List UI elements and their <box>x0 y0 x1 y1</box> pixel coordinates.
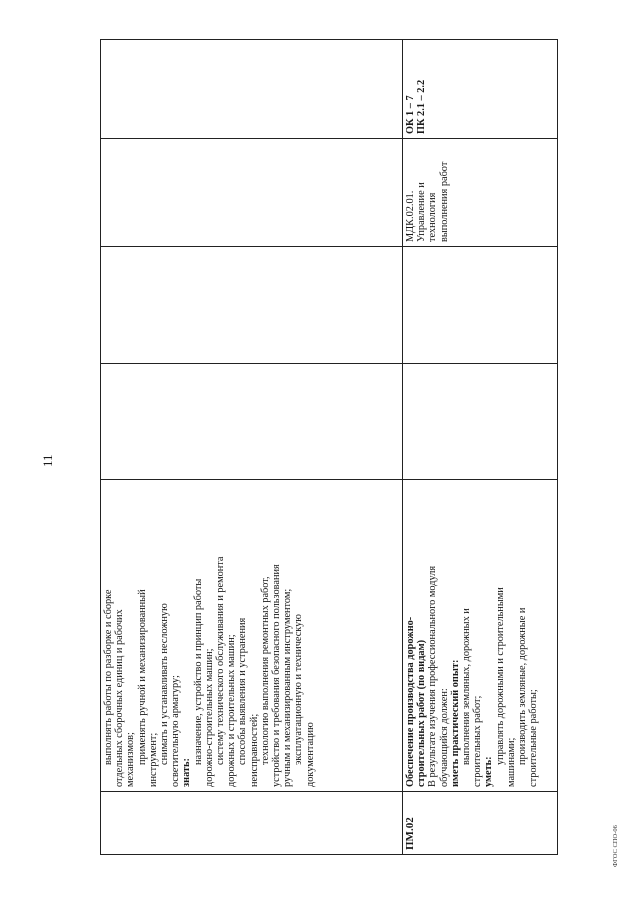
content-line: дорожно-строительных машин; <box>203 648 215 787</box>
competencies-cell <box>101 40 403 139</box>
content-line: производить земляные, дорожные и <box>517 607 529 765</box>
content-line: эксплуатационную и техническую <box>293 614 305 765</box>
content-heading: знать: <box>181 758 193 787</box>
mdk-cell <box>101 139 403 247</box>
professional-competencies: ПК 2.1 – 2.2 <box>416 79 428 134</box>
content-line: неисправностей; <box>248 713 260 787</box>
content-line: отдельных сборочных единиц и рабочих <box>114 609 126 787</box>
curriculum-table <box>100 39 558 855</box>
general-competencies: ОК 1 – 7 <box>405 95 416 134</box>
content-line: снимать и устанавливать несложную <box>159 603 171 765</box>
content-line: ручным и механизированным инструментом; <box>282 588 294 787</box>
content-line: способы выявления и устранения <box>237 617 249 765</box>
content-line: строительных работ; <box>472 695 484 787</box>
content-line: механизмов; <box>125 732 137 787</box>
hours-cell <box>101 247 403 364</box>
content-line: назначение, устройство и принцип работы <box>192 578 204 765</box>
content-line: инструмент; <box>147 732 159 787</box>
table-row <box>403 40 558 855</box>
content-line: осветительную арматуру; <box>170 675 182 787</box>
content-line: машинами; <box>505 737 517 787</box>
mdk-cell <box>403 139 558 247</box>
content-line: дорожных и строительных машин; <box>226 634 238 787</box>
competencies-cell <box>403 40 558 139</box>
content-line: применять ручной и механизированный <box>136 589 148 765</box>
content-line: строительные работы; <box>528 689 540 787</box>
content-line: выполнять работы по разборке и сборке <box>103 589 114 765</box>
module-content-cell <box>101 480 403 792</box>
mdk-title-line: технология <box>427 192 439 242</box>
module-code-cell <box>101 792 403 855</box>
module-title-line: Обеспечение производства дорожно- <box>405 616 416 787</box>
hours-cell <box>403 364 558 480</box>
page-number: 11 <box>40 454 55 467</box>
module-title-line: строительных работ (по видам) <box>416 639 428 787</box>
module-code-cell: ПМ.02 <box>403 792 558 855</box>
hours-cell <box>403 247 558 364</box>
mdk-code: МДК.02.01. <box>405 190 416 242</box>
content-line: обучающийся должен: <box>438 688 450 787</box>
table-row <box>101 40 403 855</box>
footer-label: ФГОС СПО-06 <box>612 825 619 867</box>
mdk-title-line: Управление и <box>416 182 428 242</box>
content-line: В результате изучения профессионального модуля <box>427 565 439 787</box>
content-line: управлять дорожными и строительными <box>494 587 506 765</box>
content-heading: иметь практический опыт: <box>449 659 461 787</box>
content-line: документацию <box>304 722 316 787</box>
content-line: систему технического обслуживания и ремонта <box>215 556 227 765</box>
content-line: выполнения земляных, дорожных и <box>461 608 473 765</box>
content-heading: уметь: <box>483 756 495 787</box>
content-line: устройство и требования безопасного пользования <box>271 564 283 787</box>
mdk-title-line: выполнения работ <box>438 161 450 242</box>
hours-cell <box>101 364 403 480</box>
content-line: технологию выполнения ремонтных работ, <box>259 576 271 765</box>
module-content-cell <box>403 480 558 792</box>
